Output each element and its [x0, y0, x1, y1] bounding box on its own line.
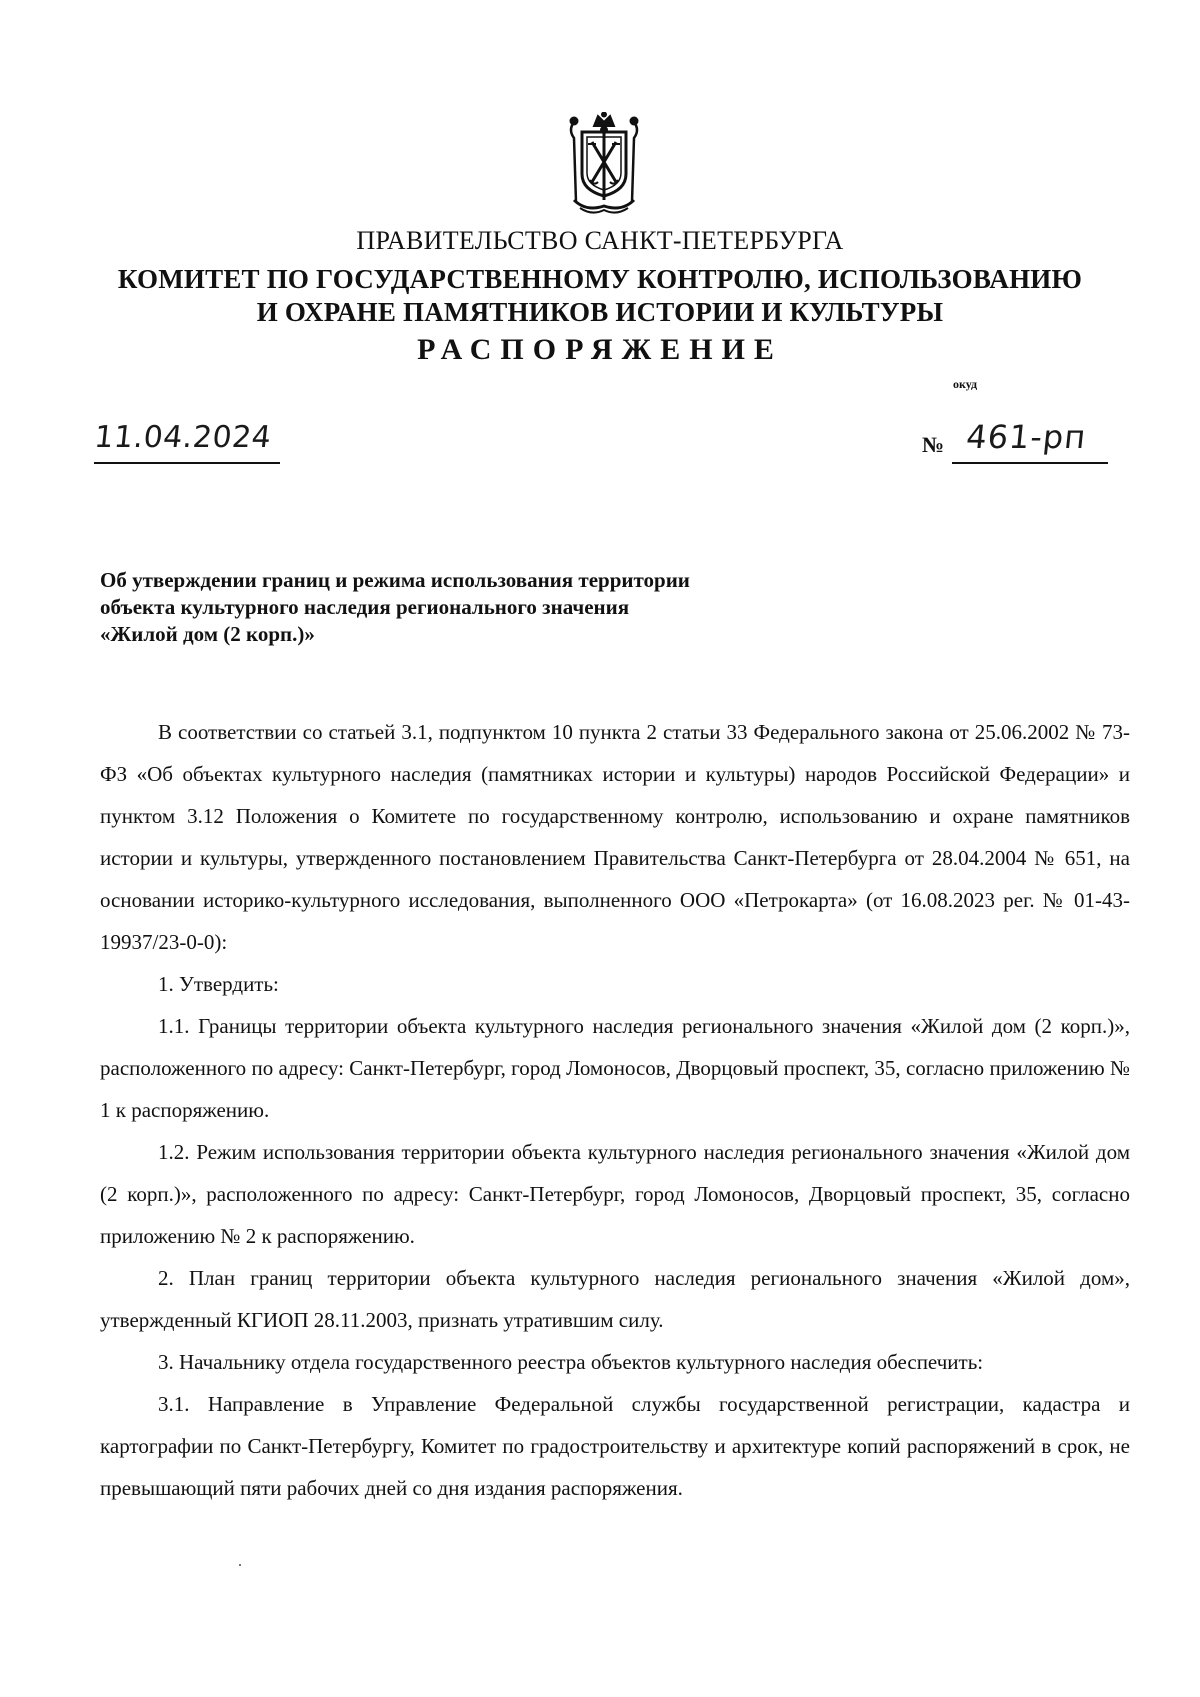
okud-label: окуд [953, 377, 978, 391]
paragraph-item-2: 2. План границ территории объекта культурного наследия регионального значения «Жилой дом», утвержденный КГИОП 28.11.2003, признать утратившим силу. [100, 1266, 1130, 1332]
subject-line-2: объекта культурного наследия регионального значения [100, 595, 630, 619]
subject-line-1: Об утверждении границ и режима использования территории [100, 568, 690, 592]
document-body [100, 711, 1130, 1509]
committee-name-line-2: И ОХРАНЕ ПАМЯТНИКОВ ИСТОРИИ И КУЛЬТУРЫ [256, 297, 944, 327]
document-type: РАСПОРЯЖЕНИЕ [417, 333, 783, 366]
paragraph-item-1: 1. Утвердить: [158, 972, 279, 996]
date-underline [94, 462, 280, 464]
number-sign: № [922, 432, 945, 457]
paragraph-preamble: В соответствии со статьей 3.1, подпунктом 10 пункта 2 статьи 33 Федерального закона от 25.06.2002 № 73-ФЗ «Об объектах культурного наследия (памятниках истории и культуры) народов Российской Федерации» и пунктом 3.12 Положения о Комитете по государственному контролю, использованию и охране памятников истории и культуры, утвержденного постановлением Правительства Санкт-Петербурга от 28.04.2004 № 651, на основании историко-культурного исследования, выполненного ООО «Петрокарта» (от 16.08.2023 рег. № 01-43-19937/23-0-0): [100, 720, 1130, 954]
paragraph-item-3: 3. Начальнику отдела государственного реестра объектов культурного наследия обеспечить: [158, 1350, 984, 1374]
document-subject [100, 567, 860, 648]
paragraph-item-3-1: 3.1. Направление в Управление Федеральной службы государственной регистрации, кадастра и картографии по Санкт-Петербургу, Комитет по градостроительству и архитектуре копий распоряжений в срок, не превышающий пяти рабочих дней со дня издания распоряжения. [100, 1392, 1130, 1500]
paragraph-item-1-2: 1.2. Режим использования территории объекта культурного наследия регионального значения «Жилой дом (2 корп.)», расположенного по адресу: Санкт-Петербург, город Ломоносов, Дворцовый проспект, 35, согласно приложению № 2 к распоряжению. [100, 1140, 1130, 1248]
number-underline [952, 462, 1108, 464]
scan-speck [239, 1564, 241, 1566]
paragraph-item-1-1: 1.1. Границы территории объекта культурного наследия регионального значения «Жилой дом (2 корп.)», расположенного по адресу: Санкт-Петербург, город Ломоносов, Дворцовый проспект, 35, согласно приложению № 1 к распоряжению. [100, 1014, 1130, 1122]
government-name: ПРАВИТЕЛЬСТВО САНКТ-ПЕТЕРБУРГА [356, 226, 844, 255]
document-number: 461-рп [964, 418, 1089, 456]
document-date: 11.04.2024 [92, 420, 274, 455]
subject-line-3: «Жилой дом (2 корп.)» [100, 622, 315, 646]
committee-name-line-1: КОМИТЕТ ПО ГОСУДАРСТВЕННОМУ КОНТРОЛЮ, ИСПОЛЬЗОВАНИЮ [117, 264, 1083, 294]
saint-petersburg-coat-of-arms-icon [566, 112, 642, 216]
